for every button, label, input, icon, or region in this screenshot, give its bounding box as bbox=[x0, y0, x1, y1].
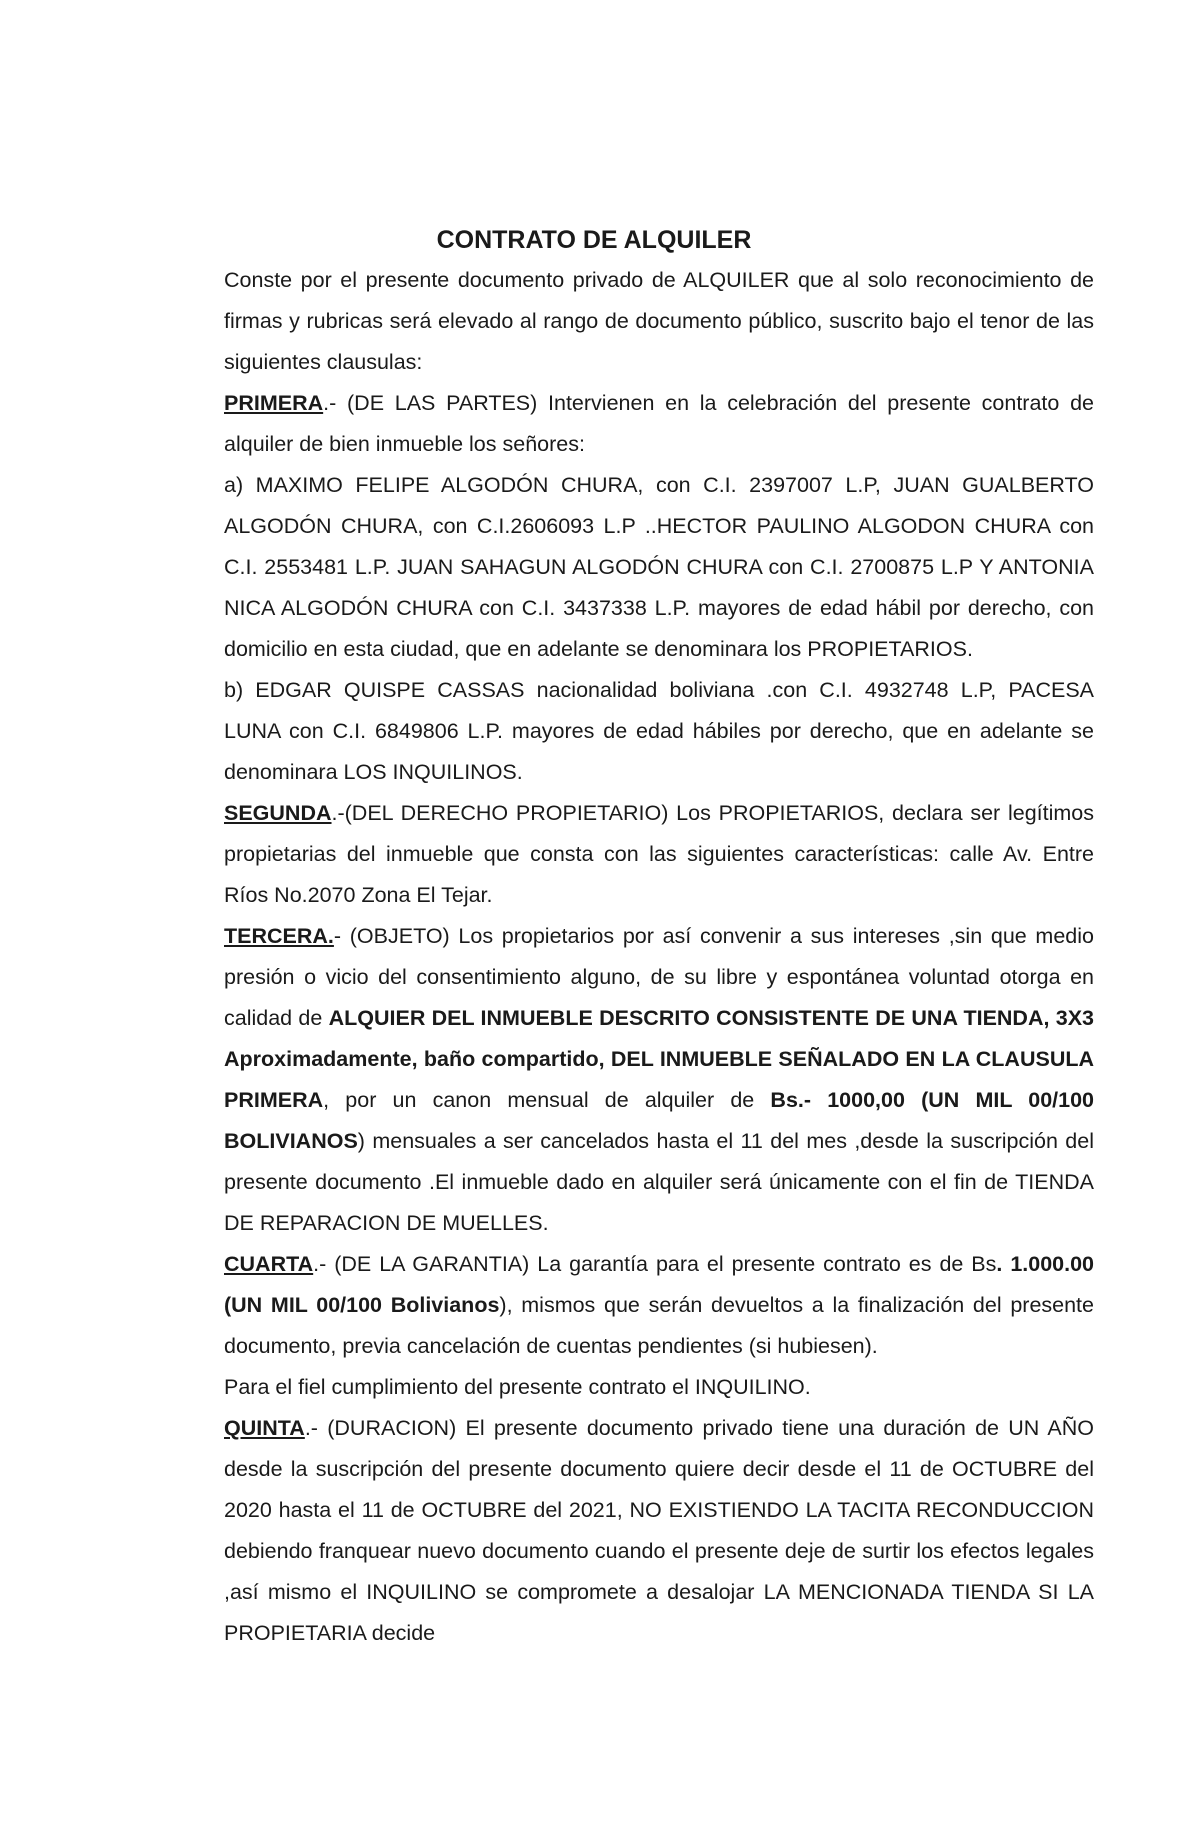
clause-segunda-text: .-(DEL DERECHO PROPIETARIO) Los PROPIETARIOS, declara ser legítimos propietarias del inmueble que consta con las siguientes características: calle Av. Entre Ríos No.2070 Zona El Tejar. bbox=[224, 801, 1094, 907]
fiel-cumplimiento-paragraph: Para el fiel cumplimiento del presente contrato el INQUILINO. bbox=[224, 1375, 811, 1399]
clause-cuarta-text-1: .- (DE LA GARANTIA) La garantía para el presente contrato es de Bs bbox=[313, 1252, 997, 1276]
clause-cuarta-bold-1: . 1.000.00 (UN MIL 00/100 Bolivianos bbox=[224, 1252, 1095, 1317]
clause-tercera bbox=[224, 916, 1094, 1244]
clause-cuarta-label: CUARTA bbox=[224, 1252, 314, 1276]
contract-document bbox=[224, 222, 1094, 1654]
clause-cuarta-text-2: ), mismos que serán devueltos a la finalización del presente documento, previa cancelación de cuentas pendientes (si hubiesen). bbox=[224, 1293, 1094, 1358]
clause-tercera-bold-2: Bs.- 1000,00 (UN MIL 00/100 BOLIVIANOS bbox=[224, 1088, 1095, 1153]
document-title: CONTRATO DE ALQUILER bbox=[436, 226, 752, 254]
clause-tercera-text-1: - (OBJETO) Los propietarios por así convenir a sus intereses ,sin que medio presión o vicio del consentimiento alguno, de su libre y espontánea voluntad otorga en calidad de bbox=[224, 924, 1094, 1030]
party-a-paragraph: a) MAXIMO FELIPE ALGODÓN CHURA, con C.I. 2397007 L.P, JUAN GUALBERTO ALGODÓN CHURA, con C.I.2606093 L.P ..HECTOR PAULINO ALGODON CHURA con C.I. 2553481 L.P. JUAN SAHAGUN ALGODÓN CHURA con C.I. 2700875 L.P Y ANTONIA NICA ALGODÓN CHURA con C.I. 3437338 L.P. mayores de edad hábil por derecho, con domicilio en esta ciudad, que en adelante se denominara los PROPIETARIOS. bbox=[224, 473, 1094, 661]
intro-paragraph: Conste por el presente documento privado de ALQUILER que al solo reconocimiento de firmas y rubricas será elevado al rango de documento público, suscrito bajo el tenor de las siguientes clausulas: bbox=[224, 268, 1094, 374]
clause-tercera-bold-1: ALQUIER DEL INMUEBLE DESCRITO CONSISTENTE DE UNA TIENDA, 3X3 Aproximadamente, baño compartido, DEL INMUEBLE SEÑALADO EN LA CLAUSULA PRIMERA bbox=[224, 1006, 1094, 1112]
clause-cuarta bbox=[224, 1244, 1094, 1367]
clause-segunda-label: SEGUNDA bbox=[224, 801, 332, 825]
clause-tercera-label: TERCERA. bbox=[224, 924, 334, 948]
clause-quinta-text: .- (DURACION) El presente documento privado tiene una duración de UN AÑO desde la suscripción del presente documento quiere decir desde el 11 de OCTUBRE del 2020 hasta el 11 de OCTUBRE del 2021, NO EXISTIENDO LA TACITA RECONDUCCION debiendo franquear nuevo documento cuando el presente deje de surtir los efectos legales ,así mismo el INQUILINO se compromete a desalojar LA MENCIONADA TIENDA SI LA PROPIETARIA decide bbox=[224, 1416, 1094, 1645]
clause-tercera-text-2: , por un canon mensual de alquiler de bbox=[323, 1088, 771, 1112]
clause-segunda bbox=[224, 793, 1094, 916]
clause-primera-label: PRIMERA bbox=[224, 391, 324, 415]
clause-primera-text: .- (DE LAS PARTES) Intervienen en la celebración del presente contrato de alquiler de bien inmueble los señores: bbox=[224, 391, 1094, 456]
clause-quinta bbox=[224, 1408, 1094, 1654]
clause-quinta-label: QUINTA bbox=[224, 1416, 305, 1440]
clause-primera bbox=[224, 383, 1094, 465]
party-b-paragraph: b) EDGAR QUISPE CASSAS nacionalidad boliviana .con C.I. 4932748 L.P, PACESA LUNA con C.I. 6849806 L.P. mayores de edad hábiles por derecho, que en adelante se denominara LOS INQUILINOS. bbox=[224, 678, 1094, 784]
clause-tercera-text-3: ) mensuales a ser cancelados hasta el 11 del mes ,desde la suscripción del presente documento .El inmueble dado en alquiler será únicamente con el fin de TIENDA DE REPARACION DE MUELLES. bbox=[224, 1129, 1094, 1235]
